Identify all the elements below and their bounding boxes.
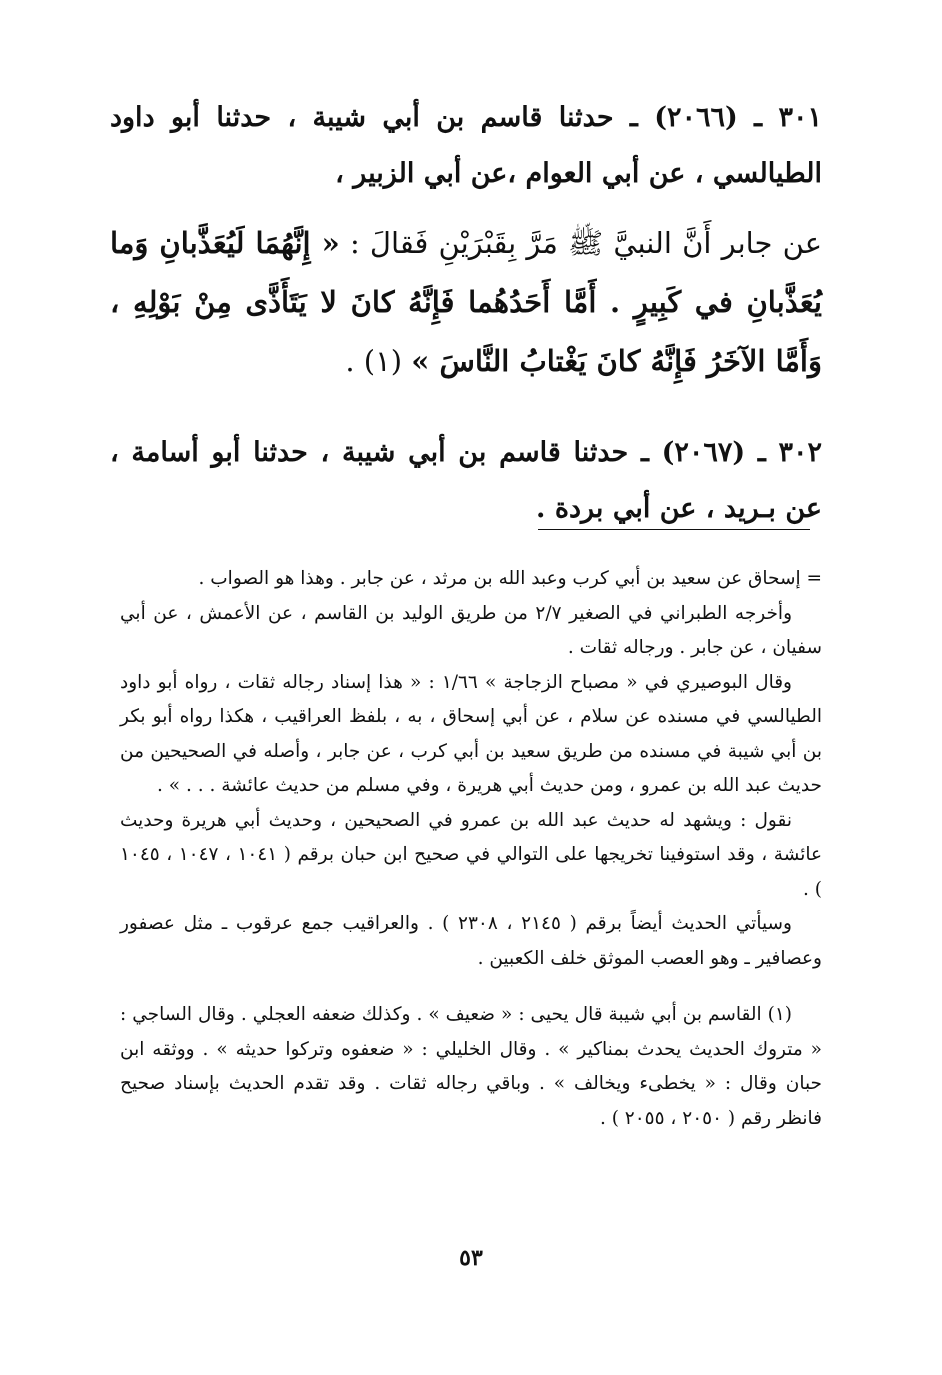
footnote-paragraph: وأخرجه الطبراني في الصغير ٢/٧ من طريق الوليد بن القاسم ، عن الأعمش ، عن أبي سفيان ، عن جابر . ورجاله ثقات . [120, 602, 822, 658]
paragraph-gap [110, 391, 822, 425]
footnotes [120, 562, 822, 1136]
matn-quote: « إِنَّهُمَا لَيُعَذَّبانِ وَما يُعَذَّبانِ في كَبِيرٍ . أَمَّا أَحَدُهُما فَإِنَّهُ كانَ لا يَتَأَذَّى مِنْ بَوْلِهِ ، وَأَمَّا الآخَرُ فَإِنَّهُ كانَ يَغْتابُ النَّاسَ » [110, 226, 822, 378]
footnote-1: (١) القاسم بن أبي شيبة قال يحيى : « ضعيف » . وكذلك ضعفه العجلي . وقال الساجي : « متروك الحديث يحدث بمناكير » . وقال الخليلي : « ضعفوه وتركوا حديثه » . ووثقه ابن حبان وقال : « يخطىء ويخالف » . وباقي رجاله ثقات . وقد تقدم الحديث بإسناد صحيح فانظر رقم ( ٢٠٥٠ ، ٢٠٥٥ ) . [120, 1004, 822, 1129]
footnote-paragraph: وقال البوصيري في « مصباح الزجاجة » ١/٦٦ : « هذا إسناد رجاله ثقات ، رواه أبو داود الطيالسي في مسنده عن سلام ، عن أبي إسحاق ، به ، بلفظ العراقيب ، هكذا رواه أبو بكر بن أبي شيبة في مسنده من طريق سعيد بن أبي كرب ، عن جابر ، وأصله في الصحيحين من حديث عبد الله بن عمرو ، ومن حديث أبي هريرة ، وفي مسلم من حديث عائشة . . . » . [120, 671, 822, 796]
footnote-continued: = إسحاق عن سعيد بن أبي كرب وعبد الله بن مرثد ، عن جابر . وهذا هو الصواب . [198, 568, 822, 589]
footnote-paragraph: نقول : ويشهد له حديث عبد الله بن عمرو في الصحيحين ، وحديث أبي هريرة وحديث عائشة ، وقد استوفينا تخريجها على التوالي في صحيح ابن حبان برقم ( ١٠٤١ ، ١٠٤٧ ، ١٠٤٥ ) . [120, 809, 823, 900]
hadith-301-matn [110, 214, 822, 391]
page-number: ٥٣ [459, 1245, 483, 1271]
matn-intro: عن جابر أَنَّ النبيَّ ﷺ مَرَّ بِقَبْرَيْنِ فَقالَ : [339, 226, 823, 260]
matn-end: . [345, 344, 364, 378]
footnote-marker: (١) [363, 344, 412, 378]
footnote-separator [538, 529, 810, 530]
hadith-302-chain: ٣٠٢ ـ (٢٠٦٧) ـ حدثنا قاسم بن أبي شيبة ، حدثنا أبو أسامة ، عن بـريد ، عن أبي بردة . [110, 437, 822, 524]
footnote-paragraph: وسيأتي الحديث أيضاً برقم ( ٢١٤٥ ، ٢٣٠٨ ) . والعراقيب جمع عرقوب ـ مثل عصفور وعصافير ـ وهو العصب الموثق خلف الكعبين . [120, 913, 822, 969]
main-text [110, 90, 822, 537]
hadith-301-chain: ٣٠١ ـ (٢٠٦٦) ـ حدثنا قاسم بن أبي شيبة ، حدثنا أبو داود الطيالسي ، عن أبي العوام ،عن أبي الزبير ، [110, 102, 822, 189]
